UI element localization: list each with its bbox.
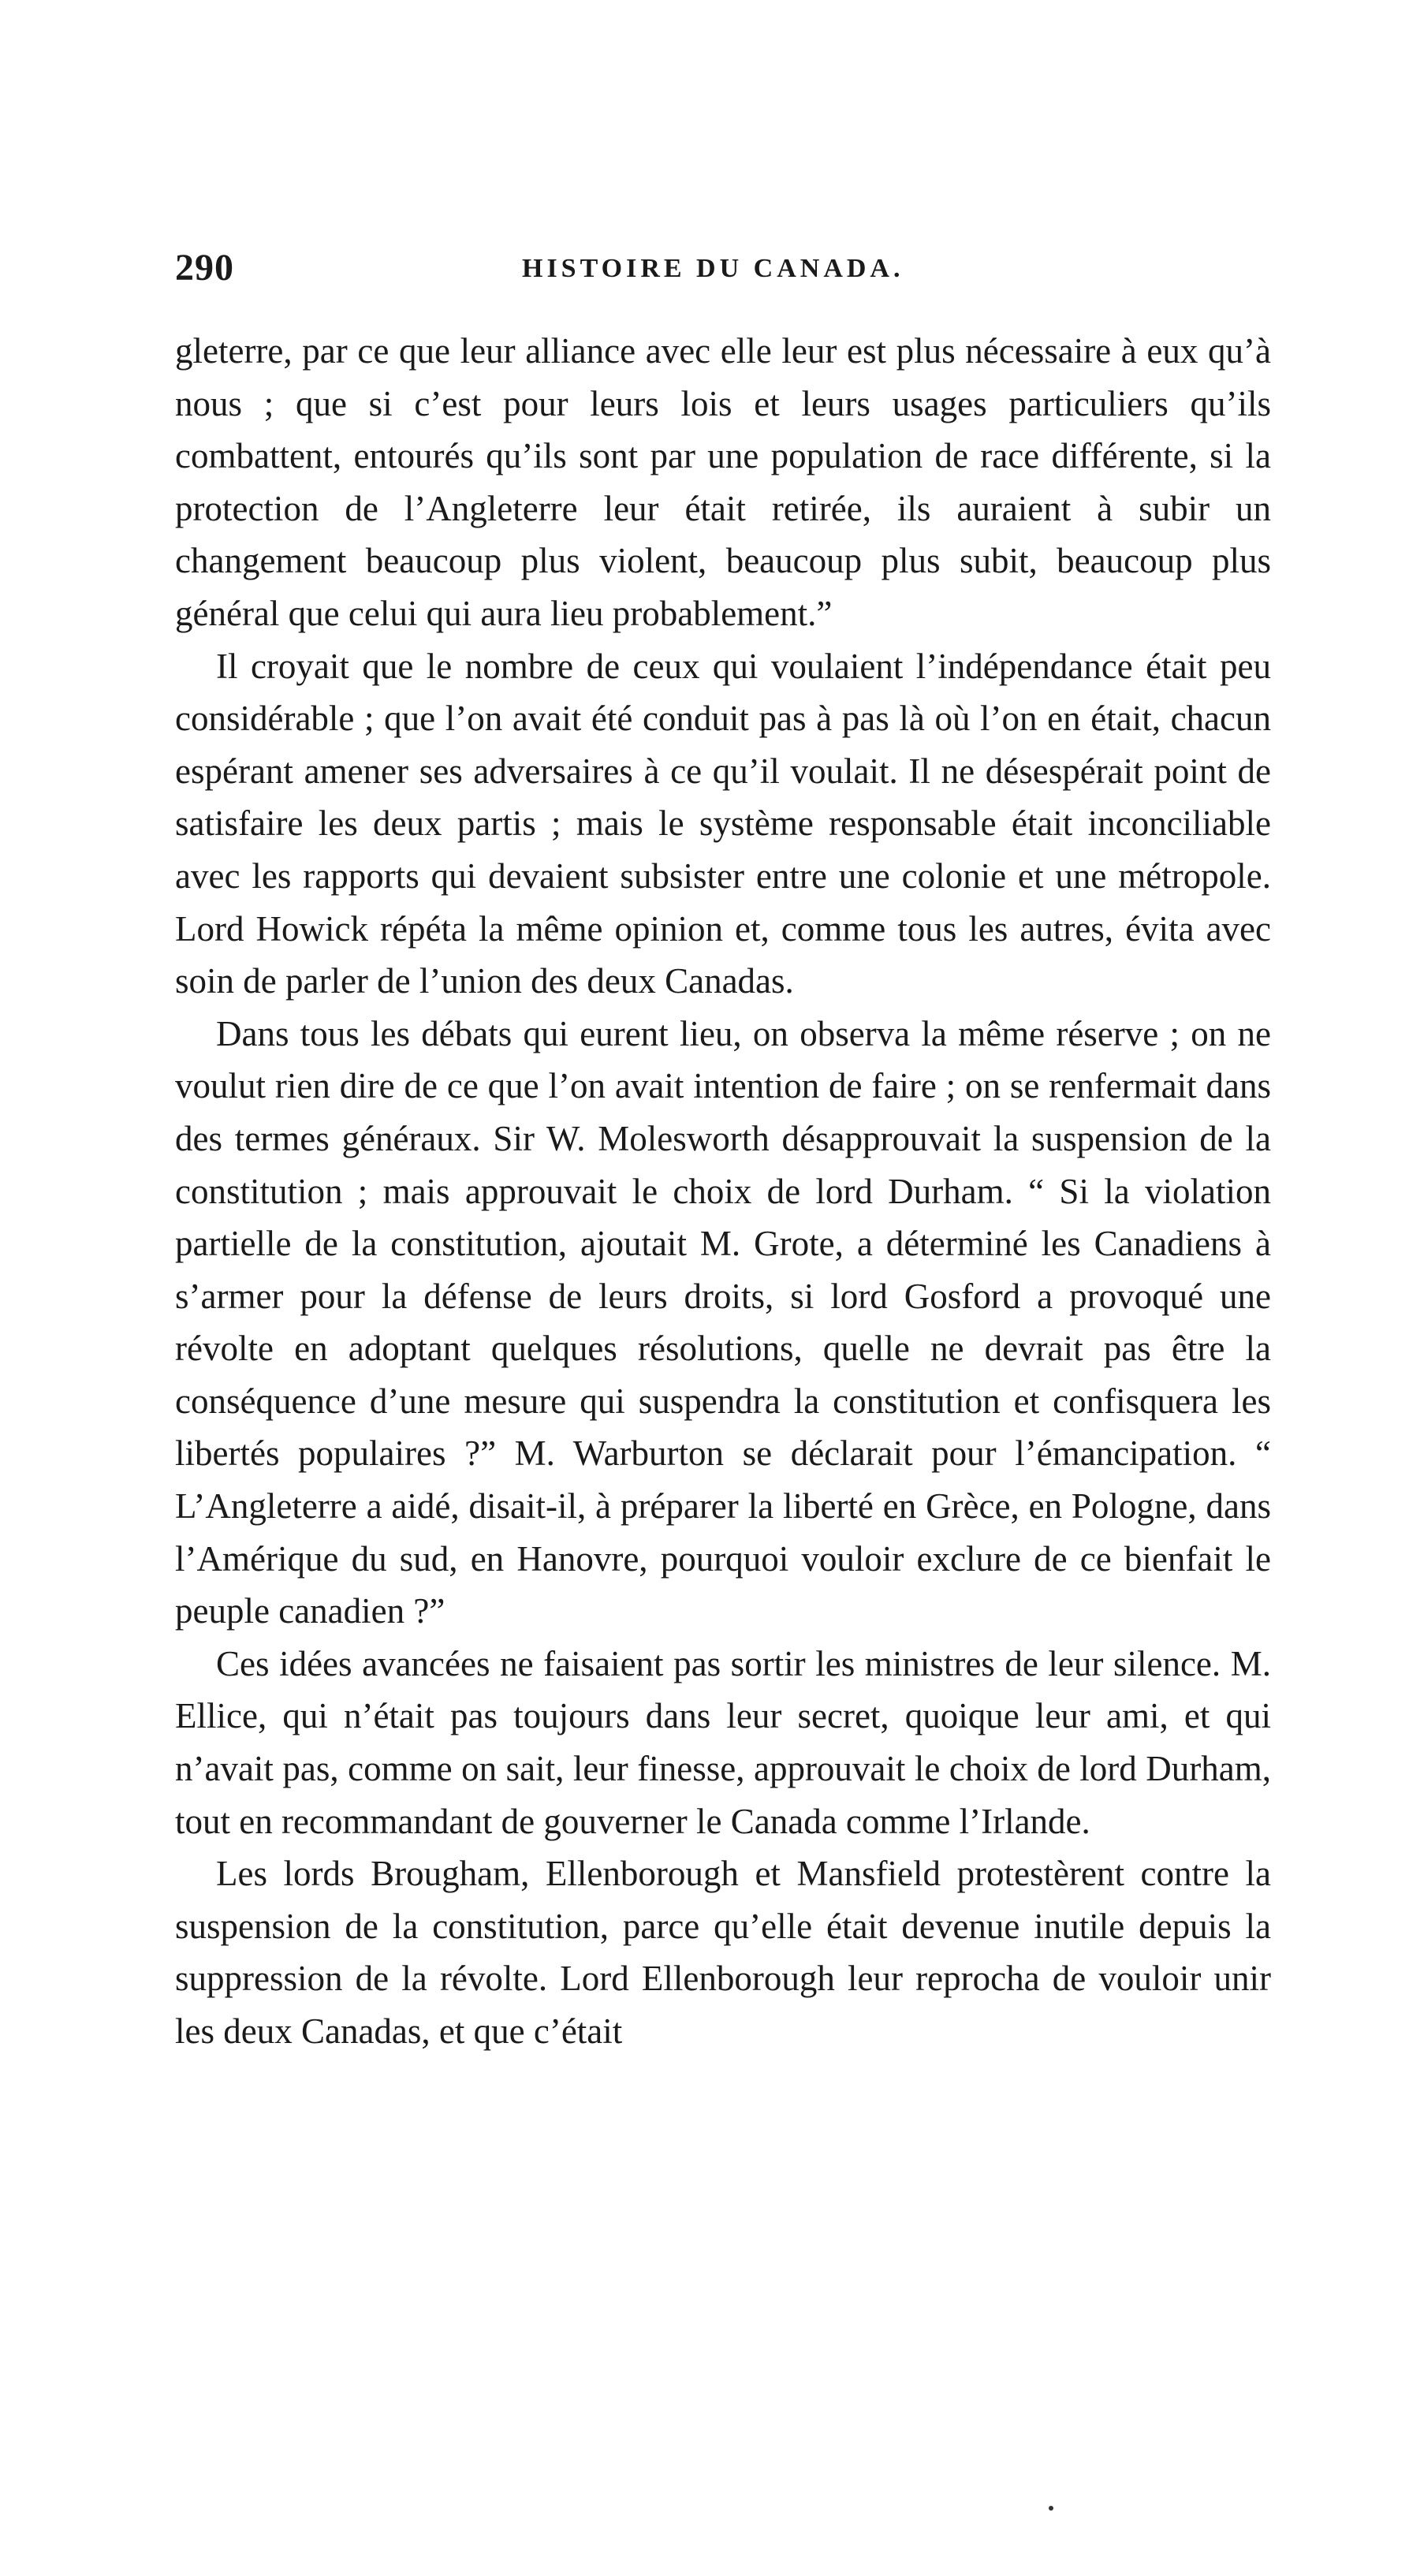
paragraph: Dans tous les débats qui eurent lieu, on observa la même réserve ; on ne voulut rien dire de ce que l’on avait intention de faire ; on se renfermait dans des termes généraux. Sir W. Molesworth désapprouvait la suspension de la constitution ; mais approuvait le choix de lord Durham. “ Si la violation partielle de la constitution, ajoutait M. Grote, a déterminé les Canadiens à s’armer pour la défense de leurs droits, si lord Gosford a provoqué une révolte en adoptant quelques résolutions, quelle ne devrait pas être la conséquence d’une mesure qui suspendra la constitution et confisquera les libertés populaires ?” M. Warburton se déclarait pour l’émancipation. “ L’Angleterre a aidé, disait-il, à préparer la liberté en Grèce, en Pologne, dans l’Amérique du sud, en Hanovre, pourquoi vouloir exclure de ce bienfait le peuple canadien ?”	[175, 1013, 1271, 1631]
body-text	[175, 325, 1271, 2058]
running-title: HISTOIRE DU CANADA.	[522, 254, 904, 283]
print-speck	[1049, 2506, 1053, 2511]
paragraph: Il croyait que le nombre de ceux qui voulaient l’indépendance était peu considérable ; que l’on avait été conduit pas à pas là où l’on en était, chacun espérant amener ses adversaires à ce qu’il voulait. Il ne désespérait point de satisfaire les deux partis ; mais le système responsable était inconciliable avec les rapports qui devaient subsister entre une colonie et une métropole. Lord Howick répéta la même opinion et, comme tous les autres, évita avec soin de parler de l’union des deux Canadas.	[175, 646, 1271, 1001]
page-number: 290	[175, 247, 234, 289]
paragraph-continuation: gleterre, par ce que leur alliance avec elle leur est plus nécessaire à eux qu’à nous ; que si c’est pour leurs lois et leurs usages particuliers qu’ils combattent, entourés qu’ils sont par une population de race différente, si la protection de l’Angleterre leur était retirée, ils auraient à subir un changement beaucoup plus violent, beaucoup plus subit, beaucoup plus général que celui qui aura lieu probablement.”	[175, 331, 1271, 633]
paragraph: Les lords Brougham, Ellenborough et Mansfield protestèrent contre la suspension de la constitution, parce qu’elle était devenue inutile depuis la suppression de la révolte. Lord Ellenborough leur reprocha de vouloir unir les deux Canadas, et que c’était	[175, 1854, 1271, 2051]
paragraph: Ces idées avancées ne faisaient pas sortir les ministres de leur silence. M. Ellice, qui n’était pas toujours dans leur secret, quoique leur ami, et qui n’avait pas, comme on sait, leur finesse, approuvait le choix de lord Durham, tout en recommandant de gouverner le Canada comme l’Irlande.	[175, 1643, 1271, 1841]
page-header	[175, 246, 1271, 293]
